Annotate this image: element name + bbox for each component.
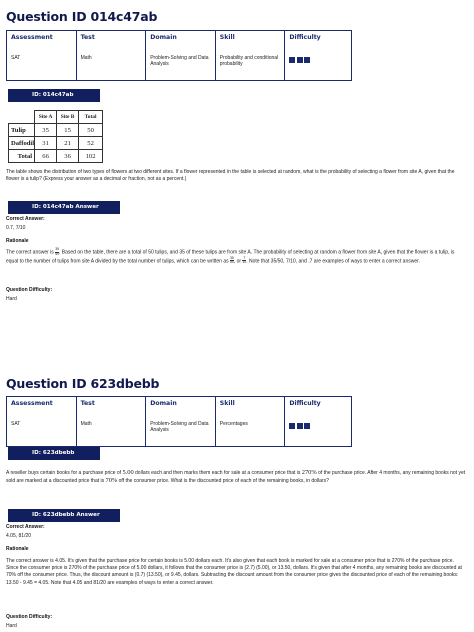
difficulty-label: Question Difficulty: bbox=[6, 614, 53, 620]
fraction-denominator: 50 bbox=[230, 260, 234, 265]
meta-header: Assessment bbox=[11, 400, 53, 407]
table-cell: 102 bbox=[79, 150, 103, 163]
difficulty-label: Question Difficulty: bbox=[6, 287, 53, 293]
question-segment: of the purchase price. After 4 months, any remaining books not yet sold are marked at a discounted price that is bbox=[6, 470, 466, 485]
meta-header: Domain bbox=[150, 34, 177, 41]
table-row-label: Daffodil bbox=[9, 137, 35, 150]
rationale-label: Rationale bbox=[6, 238, 29, 244]
table-header-cell: Site A bbox=[35, 111, 57, 124]
fraction-numerator: 35 bbox=[55, 247, 59, 251]
meta-value: Probability and conditional probability bbox=[219, 55, 279, 67]
difficulty-value: Hard bbox=[6, 623, 17, 629]
answer-banner: ID: 623dbebb Answer bbox=[8, 509, 120, 522]
meta-value: Percentages bbox=[219, 421, 248, 427]
meta-skill bbox=[216, 31, 286, 80]
difficulty-value: Hard bbox=[6, 296, 17, 302]
meta-header: Assessment bbox=[11, 34, 53, 41]
meta-skill bbox=[216, 397, 286, 446]
table-header-cell: Site B bbox=[57, 111, 79, 124]
meta-header: Difficulty bbox=[289, 400, 321, 407]
rationale-segment: The correct answer is bbox=[6, 249, 56, 256]
meta-difficulty bbox=[285, 31, 351, 80]
question-meta-table bbox=[6, 396, 352, 447]
rationale-segment: . Note that 35/50, 7/10, and .7 are examples of ways to enter a correct answer. bbox=[246, 258, 420, 265]
table-cell: 50 bbox=[79, 124, 103, 137]
table-cell: 15 bbox=[57, 124, 79, 137]
question-id-banner: ID: 623dbebb bbox=[8, 447, 100, 460]
meta-difficulty bbox=[285, 397, 351, 446]
table-cell: 36 bbox=[57, 150, 79, 163]
meta-domain bbox=[146, 397, 216, 446]
question-text: The table shows the distribution of two types of flowers at two different sites. If a flower represented in the table is selected at random, what is the probability of selecting a flower from site A, given that the flower is a tulip? (Express your answer as a decimal or fraction, not as a percent.) bbox=[6, 169, 455, 183]
correct-answer-value: 4.05, 81/20 bbox=[6, 533, 32, 539]
table-row bbox=[9, 150, 103, 163]
table-cell: 35 bbox=[35, 124, 57, 137]
rationale-text: The correct answer is 4.05. It's given that the purchase price for certain books is 5.00 dollars each. It's also given that each book is marked for sale at a consumer price that is 270% of the purchase price. Since the consumer price is 270% of the purchase price of 5.00 dollars, it follows that the consumer price is (2.7) (5.00), or 13.50, dollars. It's given that after 4 months, any remaining books are discounted at 70% off the consumer price. Thus, the discount amount is (0.7) (13.50), or 9.45, dollars. Subtracting the discount amount from the consumer price gives the discounted price of each of the remaining books: 13.50 - 9.45 = 4.05. Note that 4.05 and 81/20 are examples of ways to enter a correct answer. bbox=[6, 558, 462, 586]
meta-test bbox=[77, 397, 147, 446]
correct-answer-label: Correct Answer: bbox=[6, 524, 45, 530]
table-row-label: Total bbox=[9, 150, 35, 163]
meta-value: Math bbox=[80, 55, 92, 61]
correct-answer-value: 0.7, 7/10 bbox=[6, 225, 26, 231]
table-cell: 31 bbox=[35, 137, 57, 150]
table-row bbox=[9, 124, 103, 137]
fraction-numerator: 7 bbox=[243, 255, 246, 260]
meta-assessment bbox=[7, 31, 77, 80]
meta-header: Skill bbox=[219, 34, 235, 41]
answer-banner: ID: 014c47ab Answer bbox=[8, 201, 120, 214]
table-cell: 66 bbox=[35, 150, 57, 163]
meta-test bbox=[77, 31, 147, 80]
fraction-denominator: 10 bbox=[242, 260, 247, 265]
rationale-label: Rationale bbox=[6, 546, 29, 552]
correct-answer-label: Correct Answer: bbox=[6, 216, 45, 222]
meta-header: Domain bbox=[150, 400, 177, 407]
rationale-segment: . Based on the table, there are a total of 50 tulips, and 35 of these tulips are from site A. The probability of selecting at random a flower from site A, given that the flower is a tulip, is equal to the number of tulips from site A divided by the total number of tulips, which can be written as bbox=[6, 249, 455, 265]
difficulty-bars-icon bbox=[289, 57, 310, 63]
math-value: 270% bbox=[301, 469, 317, 476]
math-value: 70% bbox=[105, 477, 118, 485]
question-text bbox=[6, 469, 466, 485]
meta-value: Problem-Solving and Data Analysis bbox=[150, 55, 209, 67]
question-meta-table bbox=[6, 30, 352, 81]
question-id-banner: ID: 014c47ab bbox=[8, 89, 100, 102]
meta-header: Test bbox=[80, 34, 95, 41]
table-cell: 21 bbox=[57, 137, 79, 150]
meta-value: SAT bbox=[11, 421, 21, 427]
meta-header: Difficulty bbox=[289, 34, 321, 41]
question-segment: A reseller buys certain books for a purchase price of bbox=[6, 470, 123, 476]
rationale-text bbox=[6, 248, 466, 265]
table-row bbox=[9, 137, 103, 150]
difficulty-bars-icon bbox=[289, 423, 310, 429]
table-row bbox=[9, 111, 103, 124]
meta-assessment bbox=[7, 397, 77, 446]
meta-domain bbox=[146, 31, 216, 80]
fraction-numerator: 35 bbox=[230, 255, 234, 260]
question-segment: dollars each and then marks them each for sale at a consumer price that is bbox=[133, 470, 302, 476]
question-title: Question ID 623dbebb bbox=[6, 376, 160, 391]
meta-value: SAT bbox=[11, 55, 21, 61]
question-segment: off the consumer price. What is the discounted price of each of the remaining books, in dollars? bbox=[117, 478, 329, 485]
math-value: 5.00 bbox=[122, 469, 134, 476]
question-title: Question ID 014c47ab bbox=[6, 9, 158, 24]
flower-distribution-table bbox=[8, 110, 103, 163]
meta-header: Test bbox=[80, 400, 95, 407]
rationale-segment: , or bbox=[233, 258, 243, 265]
meta-value: Math bbox=[80, 421, 92, 427]
table-header-cell: Total bbox=[79, 111, 103, 124]
meta-header: Skill bbox=[219, 400, 235, 407]
table-cell: 52 bbox=[79, 137, 103, 150]
fraction-denominator: 50 bbox=[55, 251, 59, 256]
table-row-label: Tulip bbox=[9, 124, 35, 137]
meta-value: Problem-Solving and Data Analysis bbox=[150, 421, 209, 433]
